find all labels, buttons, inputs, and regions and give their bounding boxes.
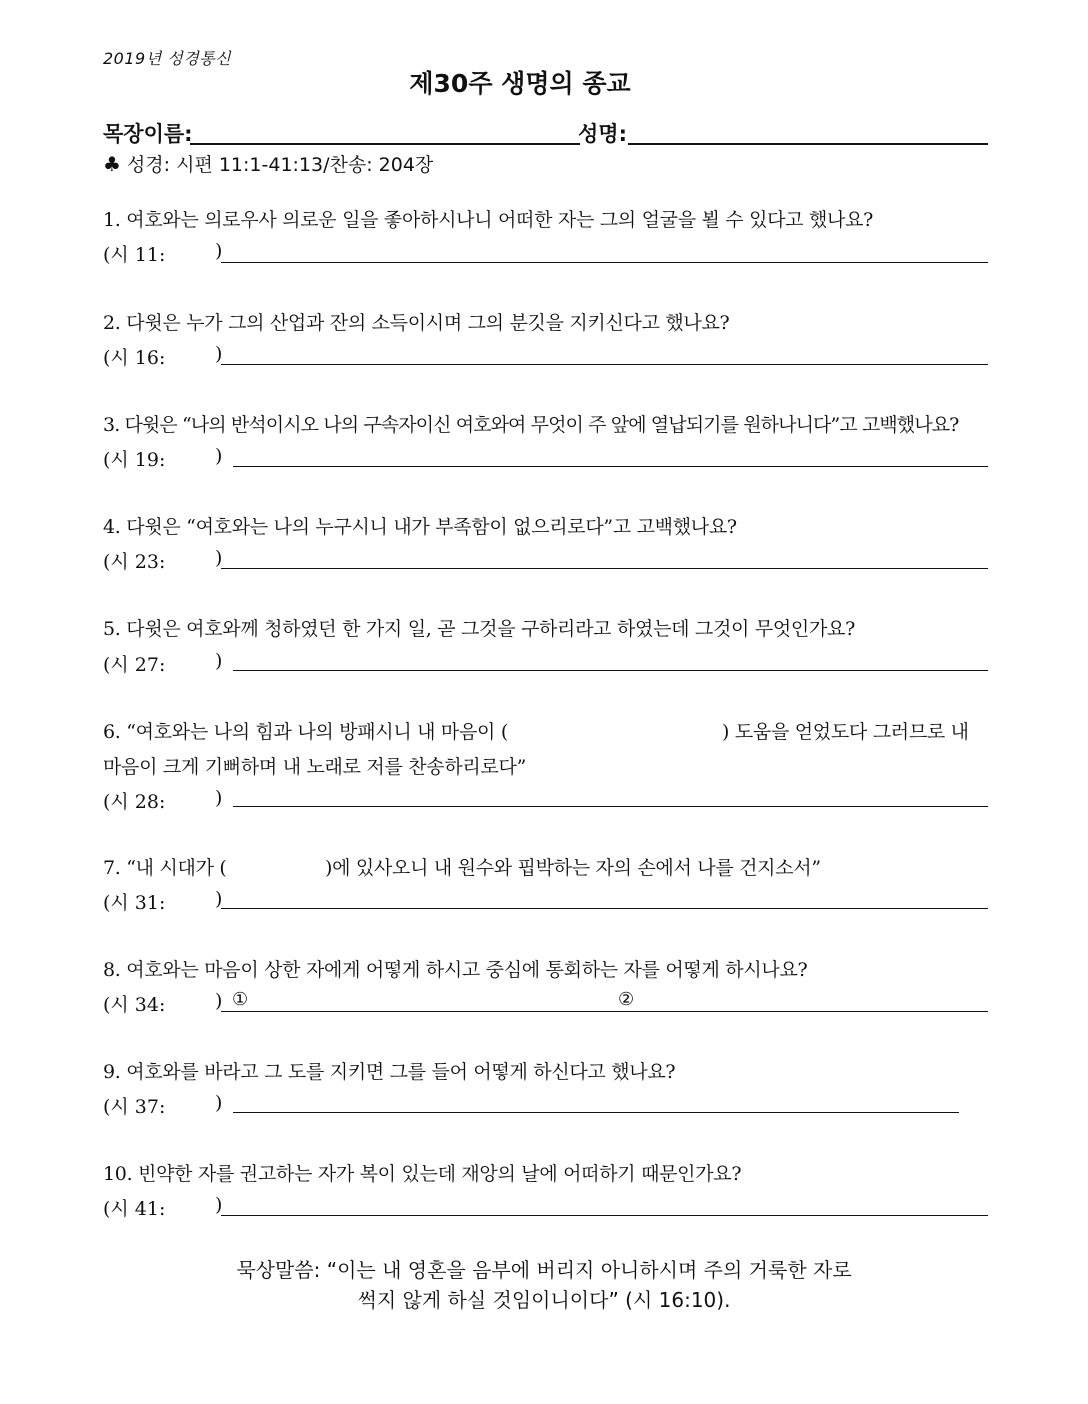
question-3-ref: (시 19: ) (103, 445, 223, 471)
question-2-ref: (시 16: ) (103, 343, 223, 369)
meditation-line-1: 묵상말씀: “이는 내 영혼을 음부에 버리지 아니하시며 주의 거룩한 자로 (236, 1258, 852, 1282)
question-8-ref: (시 34: ) (103, 990, 223, 1016)
question-4-ref: (시 23: ) (103, 547, 223, 573)
question-6-inline-blank[interactable] (545, 717, 715, 743)
question-1-answer-field[interactable] (221, 262, 988, 263)
leader-name-label: 목장이름: (103, 122, 193, 146)
answer-marker-1: ① (232, 989, 249, 1010)
question-6-part-c: 마음이 크게 기뻐하며 내 노래로 저를 찬송하리로다” (103, 756, 526, 778)
question-7-ref: (시 31: ) (103, 888, 223, 914)
question-2: 2. 다윗은 누가 그의 산업과 잔의 소득이시며 그의 분깃을 지키신다고 했나요? (103, 312, 730, 334)
student-name-label: 성명: (578, 122, 627, 146)
question-6-part-b: ) 도움을 얻었도다 그러므로 내 (722, 721, 969, 743)
question-7-part-b: )에 있사오니 내 원수와 핍박하는 자의 손에서 나를 건지소서” (325, 857, 821, 879)
question-3: 3. 다윗은 “나의 반석이시오 나의 구속자이신 여호와여 무엇이 주 앞에 열납되기를 원하나니다”고 고백했나요? (103, 414, 959, 436)
question-8: 8. 여호와는 마음이 상한 자에게 어떻게 하시고 중심에 통회하는 자를 어떻게 하시나요? (103, 959, 808, 981)
student-name-field[interactable] (628, 143, 988, 145)
question-5: 5. 다윗은 여호와께 청하였던 한 가지 일, 곧 그것을 구하리라고 하였는데 그것이 무엇인가요? (103, 618, 855, 640)
question-7-part-a: 7. “내 시대가 ( (103, 857, 227, 879)
page-title: 제30주 생명의 종교 (409, 69, 631, 98)
question-4: 4. 다윗은 “여호와는 나의 누구시니 내가 부족함이 없으리로다”고 고백했나요? (103, 516, 737, 538)
question-6-part-a: 6. “여호와는 나의 힘과 나의 방패시니 내 마음이 ( (103, 721, 508, 743)
question-9: 9. 여호와를 바라고 그 도를 지키면 그를 들어 어떻게 하신다고 했나요? (103, 1061, 676, 1083)
question-9-answer-field[interactable] (233, 1112, 959, 1113)
header-note: 2019년 성경통신 (103, 49, 232, 68)
question-5-ref: (시 27: ) (103, 650, 223, 676)
question-1-ref: (시 11: ) (103, 240, 223, 266)
question-10: 10. 빈약한 자를 권고하는 자가 복이 있는데 재앙의 날에 어떠하기 때문인가요? (103, 1163, 742, 1185)
club-icon: ♣ (103, 152, 121, 176)
answer-marker-2: ② (618, 989, 635, 1010)
scripture-text: 성경: 시편 11:1-41:13/찬송: 204장 (126, 154, 434, 176)
leader-name-field[interactable] (190, 143, 580, 145)
question-2-answer-field[interactable] (221, 364, 988, 365)
question-5-answer-field[interactable] (233, 670, 988, 671)
question-3-answer-field[interactable] (233, 466, 988, 467)
question-7-answer-field[interactable] (221, 908, 988, 909)
question-8-answer-field[interactable] (221, 1011, 988, 1012)
question-1: 1. 여호와는 의로우사 의로운 일을 좋아하시나니 어떠한 자는 그의 얼굴을 뵐 수 있다고 했나요? (103, 209, 874, 231)
scripture-reference (103, 150, 433, 177)
question-6-ref: (시 28: ) (103, 787, 223, 813)
question-6-answer-field[interactable] (233, 806, 988, 807)
question-10-ref: (시 41: ) (103, 1194, 223, 1220)
question-4-answer-field[interactable] (221, 568, 988, 569)
meditation-line-2: 썩지 않게 하실 것임이니이다” (시 16:10). (357, 1288, 731, 1312)
question-7-inline-blank[interactable] (237, 853, 322, 879)
question-10-answer-field[interactable] (221, 1215, 988, 1216)
question-9-ref: (시 37: ) (103, 1092, 223, 1118)
meditation-verse (0, 1255, 1088, 1315)
